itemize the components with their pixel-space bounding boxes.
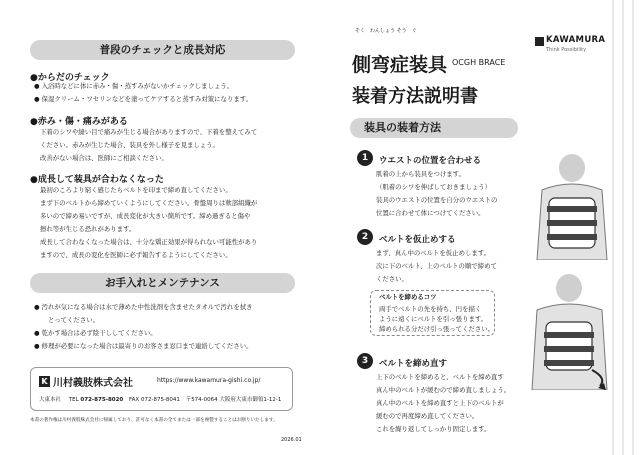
- care-item-1-cont: とってください。: [48, 316, 99, 324]
- care-item-1: ● 汚れが気になる場合は水で薄めた中性洗剤を含ませたタオルで汚れを拭き: [34, 303, 253, 311]
- company-contact: [39, 395, 281, 403]
- back-with-brace-icon: [527, 150, 617, 260]
- body-check-item-1: ● 入浴時などに体に赤み・傷・蒸すみがないかチェックしましょう。: [34, 82, 234, 90]
- company-address: 〒574-0064 大阪府大東市御領1-12-1: [185, 397, 282, 403]
- title-jp: 側弯症装具: [352, 54, 448, 76]
- step-3-line-5: これを繰り返してしっかり固定します。: [376, 425, 491, 433]
- step-1-title: ウエストの位置を合わせる: [379, 156, 482, 166]
- fax-label: FAX: [129, 397, 140, 403]
- step-2-line-1: まず、真ん中のベルトを仮止めします。: [376, 249, 491, 257]
- tel-label: TEL: [68, 397, 79, 403]
- brand-name: KAWAMURA: [546, 35, 606, 45]
- care-item-3: ● 修理が必要になった場合は最寄りのお客さま窓口まで連絡してください。: [34, 342, 253, 350]
- company-url[interactable]: https://www.kawamura-gishi.co.jp/: [157, 377, 261, 384]
- date-code: 2026.01: [281, 437, 302, 443]
- company-office: 大東本社: [39, 397, 62, 403]
- redness-line-1: 下着のシワや縫い目で痛みが生じる場合がありますので、下着を整えてみて: [40, 128, 258, 136]
- step-1-line-1: 肌着の上から装具をつけます。: [376, 170, 465, 178]
- company-info-box: [30, 367, 293, 411]
- copyright-note: 本書の著作権は川村義肢株式会社に帰属しており、許可なく本書の全てまたは一部を複製することはお断りいたします。: [30, 418, 278, 423]
- subtitle: 装着方法説明書: [352, 86, 478, 107]
- step-3-line-3: 真ん中のベルトを締め直すと上下のベルトが: [376, 399, 504, 407]
- redness-line-3: 改善がない場合は、医師にご相談ください。: [40, 154, 168, 162]
- company-tel: 072-875-8020: [80, 397, 124, 403]
- body-check-item-2: ● 保湿クリーム・ワセリンなどを塗ってケアすると蒸すみ対策になります。: [34, 95, 252, 103]
- tips-title: ベルトを締めるコツ: [379, 293, 437, 301]
- tips-line-3: 締められる分だけ引っ張ってください。: [379, 325, 495, 333]
- step-3-number: 3: [357, 353, 373, 369]
- decor-stripe: [632, 0, 634, 455]
- care-banner: お手入れとメンテナンス: [30, 273, 295, 293]
- brace-illustration-bottom: [522, 270, 617, 390]
- step-2-line-3: ください。: [376, 275, 408, 283]
- brand-tagline: Think Possibility: [546, 47, 587, 53]
- body-check-item-2-text: 保湿クリーム・ワセリンなどを塗ってケアすると蒸すみ対策になります。: [41, 95, 252, 103]
- body-check-heading: ●からだのチェック: [30, 73, 110, 83]
- step-2-line-2: 次に下のベルト、上のベルトの順で締めて: [376, 262, 497, 270]
- belt-tightening-icon: [522, 270, 617, 390]
- step-1-line-4: 位置に合わせて体につけてください。: [376, 209, 485, 217]
- decor-stripe: [622, 0, 624, 455]
- care-item-2: ● 乾かす場合は必ず陰干ししてください。: [34, 329, 157, 337]
- tips-line-1: 両手でベルトの先を持ち、円を描く: [379, 305, 482, 313]
- step-1-number: 1: [357, 150, 373, 166]
- care-item-2-text: 乾かす場合は必ず陰干ししてください。: [41, 329, 157, 337]
- growth-line-3: 多いので締め易いですが、成長変化が大きい箇所です。締め過ぎると傷や: [40, 212, 251, 220]
- daily-check-banner: 普段のチェックと成長対応: [30, 40, 295, 60]
- redness-heading: ●赤み・傷・痛みがある: [30, 117, 128, 127]
- growth-line-6: ますので、成長の変化を医師に必ず報告するようにしてください。: [40, 251, 232, 259]
- brace-illustration-top: [527, 150, 617, 260]
- care-item-1-text: 汚れが気になる場合は水で薄めた中性洗剤を含ませたタオルで汚れを拭き: [41, 303, 253, 311]
- step-2-number: 2: [357, 229, 373, 245]
- step-1-line-3: 装具のウエストの位置を自分のウエストの: [376, 196, 498, 204]
- growth-line-2: まず下のベルトから締めていくようにしてください。骨盤周りは軟部組織が: [40, 199, 258, 207]
- growth-line-4: 擦れ等が生じる恐れがあります。: [40, 225, 136, 233]
- brand-logo-icon: [535, 37, 544, 46]
- step-3-title: ベルトを締め直す: [379, 359, 448, 369]
- step-3-line-2: 真ん中のベルトが緩むので締め直しましょう。: [376, 386, 511, 394]
- care-item-3-text: 修理が必要になった場合は最寄りのお客さま窓口まで連絡してください。: [41, 342, 253, 350]
- body-check-item-1-text: 入浴時などに体に赤み・傷・蒸すみがないかチェックしましょう。: [41, 82, 234, 90]
- company-name: 川村義肢株式会社: [53, 378, 133, 389]
- growth-line-5: 成長して合わなくなった場合は、十分な矯正効果が得られない可能性があり: [40, 238, 258, 246]
- growth-heading: ●成長して装具が合わなくなった: [30, 175, 164, 185]
- growth-line-1: 最初のころより窮く感じたらベルトを印まで締め直してください。: [40, 186, 232, 194]
- step-2-title: ベルトを仮止めする: [379, 235, 456, 245]
- tips-line-2: ように遠くにベルトを引っ張ります。: [379, 315, 488, 323]
- title-en: OCGH BRACE: [452, 58, 506, 67]
- company-logo-icon: K: [39, 376, 50, 387]
- redness-line-2: ください。赤みが生じた場合、装具を外し様子を見ましょう。: [40, 141, 219, 149]
- step-1-line-2: （肌着のシワを伸ばしておきましょう）: [376, 183, 492, 191]
- title-ruby: そく わんしょう そう ぐ: [355, 28, 417, 34]
- step-3-line-4: 緩むので再度締め直してください。: [376, 412, 479, 420]
- tips-box: [370, 290, 495, 336]
- step-3-line-1: 上下のベルトを締めると、ベルトを締め直す: [376, 373, 504, 381]
- company-fax: 072-875-8041: [140, 397, 180, 403]
- section-banner: 装具の装着方法: [350, 118, 518, 138]
